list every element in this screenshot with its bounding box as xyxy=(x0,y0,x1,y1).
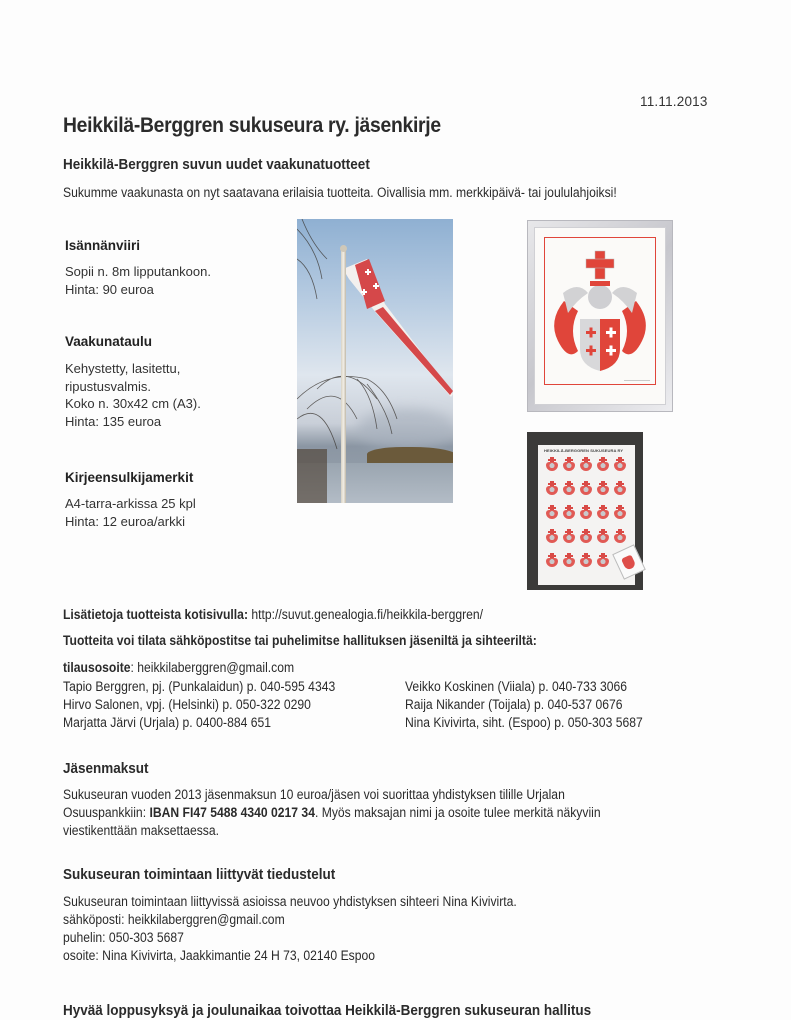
fees-heading: Jäsenmaksut xyxy=(63,760,149,777)
order-email[interactable]: : heikkilaberggren@gmail.com xyxy=(130,660,295,675)
contact-item: Tapio Berggren, pj. (Punkalaidun) p. 040-595 4343 xyxy=(63,679,336,694)
inquiries-address: osoite: Nina Kivivirta, Jaakkimantie 24 H 73, 02140 Espoo xyxy=(63,948,376,963)
order-heading: Tuotteita voi tilata sähköpostitse tai puhelimitse hallituksen jäseniltä ja sihteeriltä: xyxy=(63,633,537,648)
inquiries-heading: Sukuseuran toimintaan liittyvät tiedustelut xyxy=(63,866,336,883)
order-address-line xyxy=(63,659,294,677)
fees-text xyxy=(63,786,601,840)
flagpole-knob xyxy=(340,245,347,252)
tree-branches-icon xyxy=(297,219,453,503)
sticker-coat-of-arms xyxy=(580,505,592,519)
contact-item: Raija Nikander (Toijala) p. 040-537 0676 xyxy=(405,697,623,712)
fees-line: viestikenttään maksettaessa. xyxy=(63,823,220,838)
contact-item: Marjatta Järvi (Urjala) p. 0400-884 651 xyxy=(63,715,271,730)
sticker-coat-of-arms xyxy=(563,553,575,567)
inquiries-email: sähköposti: heikkilaberggren@gmail.com xyxy=(63,912,285,927)
sticker-coat-of-arms xyxy=(580,457,592,471)
flag-photo xyxy=(297,219,453,503)
sticker-coat-of-arms xyxy=(580,529,592,543)
contacts-left xyxy=(63,678,335,732)
sticker-coat-of-arms xyxy=(614,457,626,471)
product-line: Koko n. 30x42 cm (A3). xyxy=(65,396,201,411)
product-description xyxy=(65,263,211,298)
sticker-coat-of-arms xyxy=(614,505,626,519)
order-address-label: tilausosoite xyxy=(63,660,131,675)
sticker-coat-of-arms xyxy=(580,553,592,567)
inquiries-phone: puhelin: 050-303 5687 xyxy=(63,930,184,945)
sticker-coat-of-arms xyxy=(546,457,558,471)
contact-item: Nina Kivivirta, siht. (Espoo) p. 050-303 5687 xyxy=(405,715,643,730)
artist-signature xyxy=(624,372,650,381)
product-description xyxy=(65,495,196,530)
product-line: Sopii n. 8m lipputankoon. xyxy=(65,264,211,279)
sticker-coat-of-arms xyxy=(614,481,626,495)
sticker-coat-of-arms xyxy=(597,481,609,495)
sticker-coat-of-arms xyxy=(563,481,575,495)
fees-note: . Myös maksajan nimi ja osoite tulee merkitä näkyviin xyxy=(314,805,601,820)
sticker-coat-of-arms xyxy=(580,481,592,495)
sticker-coat-of-arms xyxy=(546,505,558,519)
product-line: A4-tarra-arkissa 25 kpl xyxy=(65,496,196,511)
flagpole xyxy=(341,249,346,503)
homepage-link[interactable]: http://suvut.genealogia.fi/heikkila-berggren/ xyxy=(247,607,484,622)
sticker-coat-of-arms xyxy=(563,505,575,519)
sticker-sheet-title: HEIKKILÄ-BERGGREN SUKUSEURA RY xyxy=(544,448,624,453)
shield-icon xyxy=(621,554,636,570)
product-price: Hinta: 90 euroa xyxy=(65,281,154,297)
product-line: ripustusvalmis. xyxy=(65,378,151,394)
more-info-line xyxy=(63,606,483,624)
iban: IBAN FI47 5488 4340 0217 34 xyxy=(149,805,315,820)
sticker-coat-of-arms xyxy=(597,553,609,567)
product-price: Hinta: 135 euroa xyxy=(65,413,162,429)
sticker-sheet-photo xyxy=(527,432,643,590)
product-name: Vaakunataulu xyxy=(65,334,153,349)
sticker-coat-of-arms xyxy=(597,505,609,519)
framed-coat-of-arms-photo xyxy=(527,220,673,412)
sticker-coat-of-arms xyxy=(563,457,575,471)
fees-line xyxy=(63,804,601,822)
contact-item: Hirvo Salonen, vpj. (Helsinki) p. 050-322 0290 xyxy=(63,697,311,712)
letter-date: 11.11.2013 xyxy=(640,94,708,109)
closing-greeting: Hyvää loppusyksyä ja joulunaikaa toivottaa Heikkilä-Berggren sukuseuran hallitus xyxy=(63,1002,592,1019)
sticker-coat-of-arms xyxy=(546,553,558,567)
product-name: Kirjeensulkijamerkit xyxy=(65,470,194,485)
sticker-coat-of-arms xyxy=(546,529,558,543)
fees-bank: Osuuspankkiin: xyxy=(63,805,150,820)
product-line: Kehystetty, lasitettu, xyxy=(65,361,181,376)
inquiries-text xyxy=(63,893,517,965)
fees-line: Sukuseuran vuoden 2013 jäsenmaksun 10 euroa/jäsen voi suorittaa yhdistyksen tilille Urjalan xyxy=(63,787,565,802)
contacts-right xyxy=(405,678,643,732)
intro-heading: Heikkilä-Berggren suvun uudet vaakunatuotteet xyxy=(63,156,370,173)
sticker-coat-of-arms xyxy=(546,481,558,495)
product-price: Hinta: 12 euroa/arkki xyxy=(65,513,185,529)
product-name: Isännänviiri xyxy=(65,238,141,253)
product-description xyxy=(65,360,201,430)
coat-of-arms-icon xyxy=(528,221,674,413)
contact-item: Veikko Koskinen (Viiala) p. 040-733 3066 xyxy=(405,679,628,694)
sticker-coat-of-arms xyxy=(597,457,609,471)
page-title: Heikkilä-Berggren sukuseura ry. jäsenkirje xyxy=(63,114,441,137)
intro-text: Sukumme vaakunasta on nyt saatavana erilaisia tuotteita. Oivallisia mm. merkkipäivä- tai joululahjoiksi! xyxy=(63,185,617,200)
sticker-coat-of-arms xyxy=(597,529,609,543)
inquiries-line: Sukuseuran toimintaan liittyvissä asioissa neuvoo yhdistyksen sihteeri Nina Kivivirta. xyxy=(63,894,517,909)
sticker-coat-of-arms xyxy=(563,529,575,543)
sticker-coat-of-arms xyxy=(614,529,626,543)
more-info-label: Lisätietoja tuotteista kotisivulla: xyxy=(63,607,248,622)
